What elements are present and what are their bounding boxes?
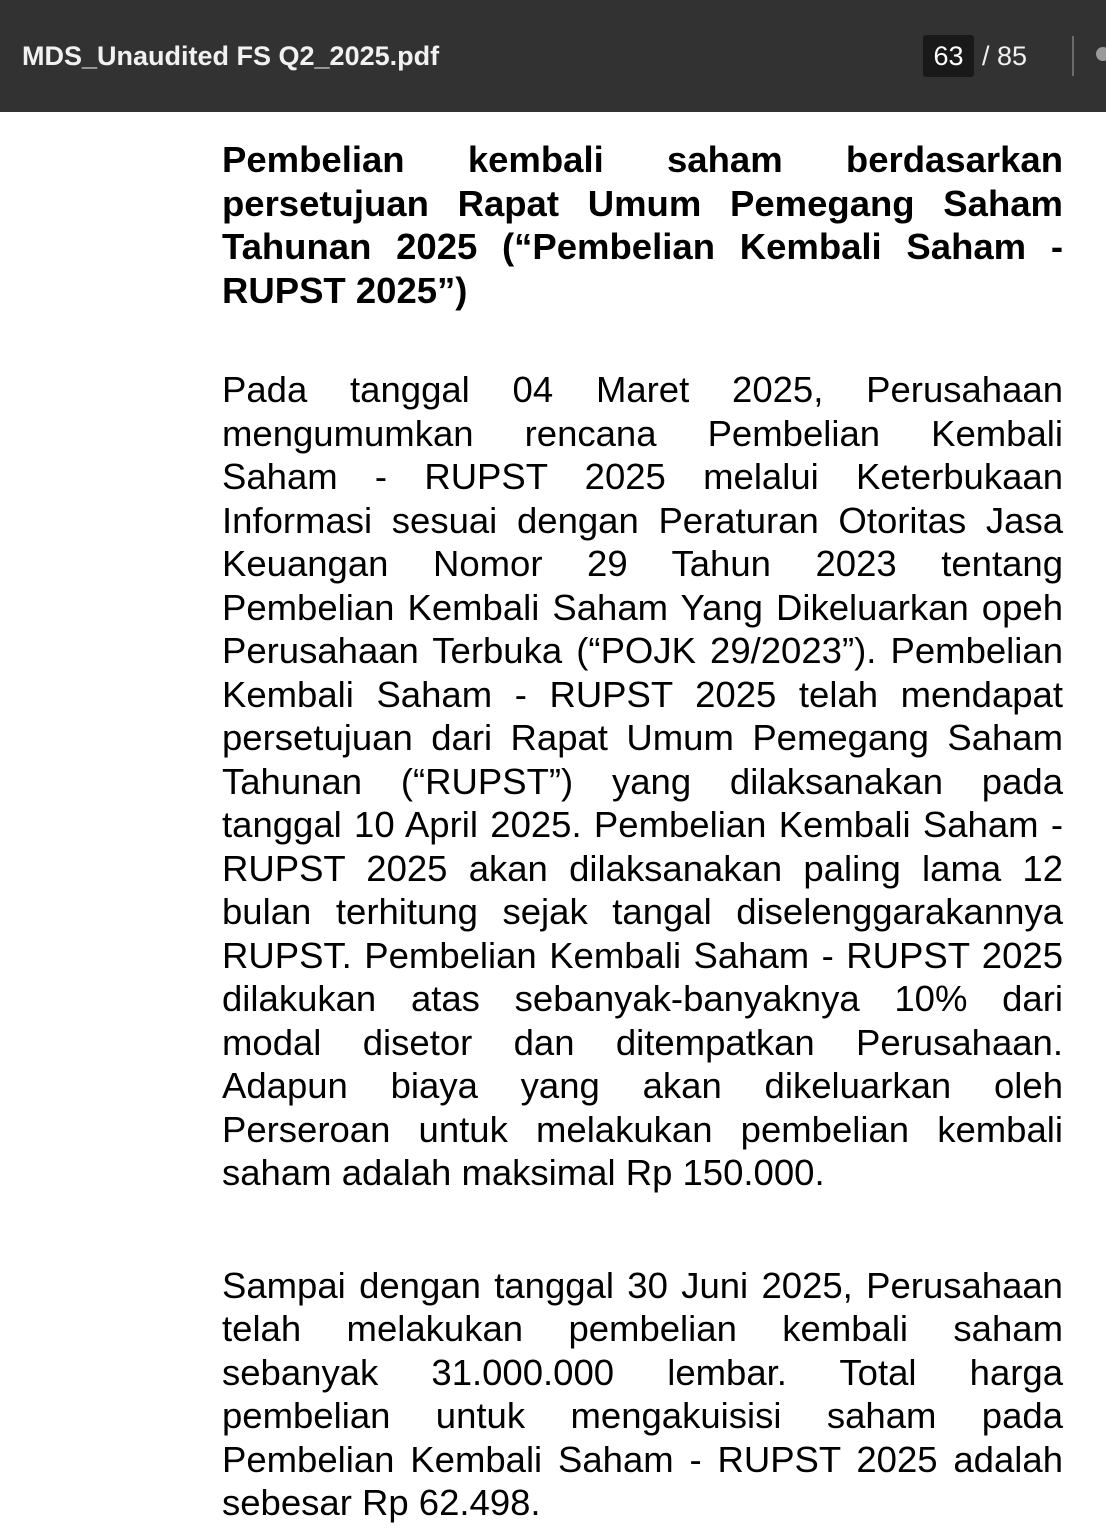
page-content [222,138,1063,1525]
paragraph-spacer [222,312,1063,368]
toolbar-divider [1072,36,1074,76]
section-heading: Pembelian kembali saham berdasarkan persetujuan Rapat Umum Pemegang Saham Tahunan 2025 (“Pembelian Kembali Saham - RUPST 2025”) [222,139,1063,311]
document-title: MDS_Unaudited FS Q2_2025.pdf [22,41,440,71]
page-number-input[interactable]: 63 [923,35,974,77]
body-paragraph: Pada tanggal 04 Maret 2025, Perusahaan mengumumkan rencana Pembelian Kembali Saham - RUPST 2025 melalui Keterbukaan Informasi sesuai dengan Peraturan Otoritas Jasa Keuangan Nomor 29 Tahun 2023 tentang Pembelian Kembali Saham Yang Dikeluarkan opeh Perusahaan Terbuka (“POJK 29/2023”). Pembelian Kembali Saham - RUPST 2025 telah mendapat persetujuan dari Rapat Umum Pemegang Saham Tahunan (“RUPST”) yang dilaksanakan pada tanggal 10 April 2025. Pembelian Kembali Saham - RUPST 2025 akan dilaksanakan paling lama 12 bulan terhitung sejak tangal diselenggarakannya RUPST. Pembelian Kembali Saham - RUPST 2025 dilakukan atas sebanyak-banyaknya 10% dari modal disetor dan ditempatkan Perusahaan. Adapun biaya yang akan dikeluarkan oleh Perseroan untuk melakukan pembelian kembali saham adalah maksimal Rp 150.000. [222,369,1063,1193]
pdf-viewer-toolbar [0,0,1106,112]
paragraph-spacer [222,1195,1063,1264]
pdf-page [0,112,1106,1540]
zoom-controls-icon[interactable] [1096,47,1106,61]
body-paragraph: Sampai dengan tanggal 30 Juni 2025, Perusahaan telah melakukan pembelian kembali saham sebanyak 31.000.000 lembar. Total harga pembelian untuk mengakuisisi saham pada Pembelian Kembali Saham - RUPST 2025 adalah sebesar Rp 62.498. [222,1264,1063,1523]
page-count-label: / 85 [982,41,1028,71]
